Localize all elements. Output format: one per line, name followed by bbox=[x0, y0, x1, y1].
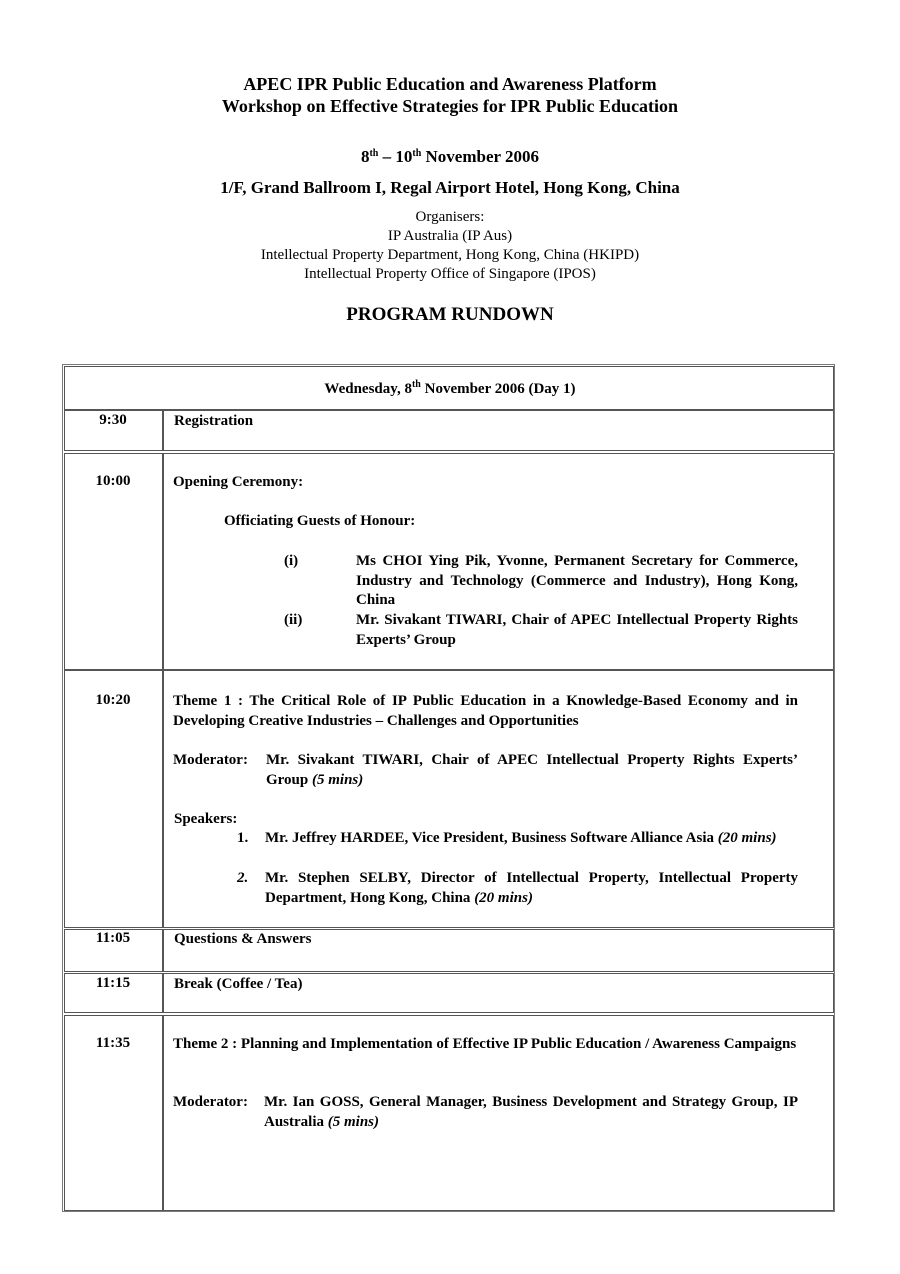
workshop-title: Workshop on Effective Strategies for IPR Public Education bbox=[221, 96, 679, 116]
guest-item: Ms CHOI Ying Pik, Yvonne, Permanent Secretary for Commerce, Industry and Technology (Commerce and Industry), Hong Kong, China bbox=[356, 553, 798, 608]
event-title: APEC IPR Public Education and Awareness Platform bbox=[243, 74, 657, 94]
time-label: 9:30 bbox=[99, 412, 127, 428]
organiser-hkipd: Intellectual Property Department, Hong Kong, China (HKIPD) bbox=[260, 247, 640, 263]
organiser-ip-australia: IP Australia (IP Aus) bbox=[387, 228, 513, 244]
day-header: Wednesday, 8th November 2006 (Day 1) bbox=[324, 379, 576, 397]
content-cell bbox=[163, 410, 834, 451]
speakers-label: Speakers: bbox=[174, 811, 238, 827]
moderator-text: Mr. Sivakant TIWARI, Chair of APEC Intellectual Property Rights Experts’ Group (5 mins) bbox=[266, 752, 798, 788]
list-marker: (i) bbox=[284, 553, 299, 569]
organiser-ipos: Intellectual Property Office of Singapore (IPOS) bbox=[304, 266, 596, 282]
event-venue: 1/F, Grand Ballroom I, Regal Airport Hotel, Hong Kong, China bbox=[220, 178, 680, 197]
speaker-item: Mr. Jeffrey HARDEE, Vice President, Business Software Alliance Asia (20 mins) bbox=[265, 830, 777, 846]
list-marker: 1. bbox=[237, 830, 249, 846]
moderator-label: Moderator: bbox=[173, 1094, 248, 1110]
session-title: Opening Ceremony: bbox=[173, 474, 304, 490]
session-title: Theme 1 : The Critical Role of IP Public Education in a Knowledge-Based Economy and in Developing Creative Industries – Challenges and Opportunities bbox=[173, 693, 798, 729]
session-title: Theme 2 : Planning and Implementation of Effective IP Public Education / Awareness Campaigns bbox=[173, 1036, 797, 1052]
session-title: Break (Coffee / Tea) bbox=[174, 976, 303, 992]
time-label: 10:00 bbox=[95, 473, 131, 489]
program-title: PROGRAM RUNDOWN bbox=[346, 304, 554, 325]
time-label: 11:35 bbox=[95, 1035, 131, 1051]
list-marker: 2. bbox=[237, 870, 249, 886]
guest-item: Mr. Sivakant TIWARI, Chair of APEC Intellectual Property Rights Experts’ Group bbox=[356, 612, 798, 648]
session-title: Questions & Answers bbox=[174, 931, 312, 947]
speaker-item: Mr. Stephen SELBY, Director of Intellectual Property, Intellectual Property Department, Hong Kong, China (20 mins) bbox=[265, 870, 798, 906]
moderator-label: Moderator: bbox=[173, 752, 248, 768]
organisers-label: Organisers: bbox=[415, 209, 485, 225]
event-dates: 8th – 10th November 2006 bbox=[360, 147, 540, 166]
moderator-text: Mr. Ian GOSS, General Manager, Business Development and Strategy Group, IP Australia (5 mins) bbox=[264, 1094, 798, 1130]
list-marker: (ii) bbox=[284, 612, 303, 628]
session-title: Registration bbox=[174, 413, 254, 429]
time-label: 11:05 bbox=[95, 930, 131, 946]
session-subtitle: Officiating Guests of Honour: bbox=[224, 513, 416, 529]
time-label: 11:15 bbox=[95, 975, 131, 991]
time-label: 10:20 bbox=[95, 692, 131, 708]
